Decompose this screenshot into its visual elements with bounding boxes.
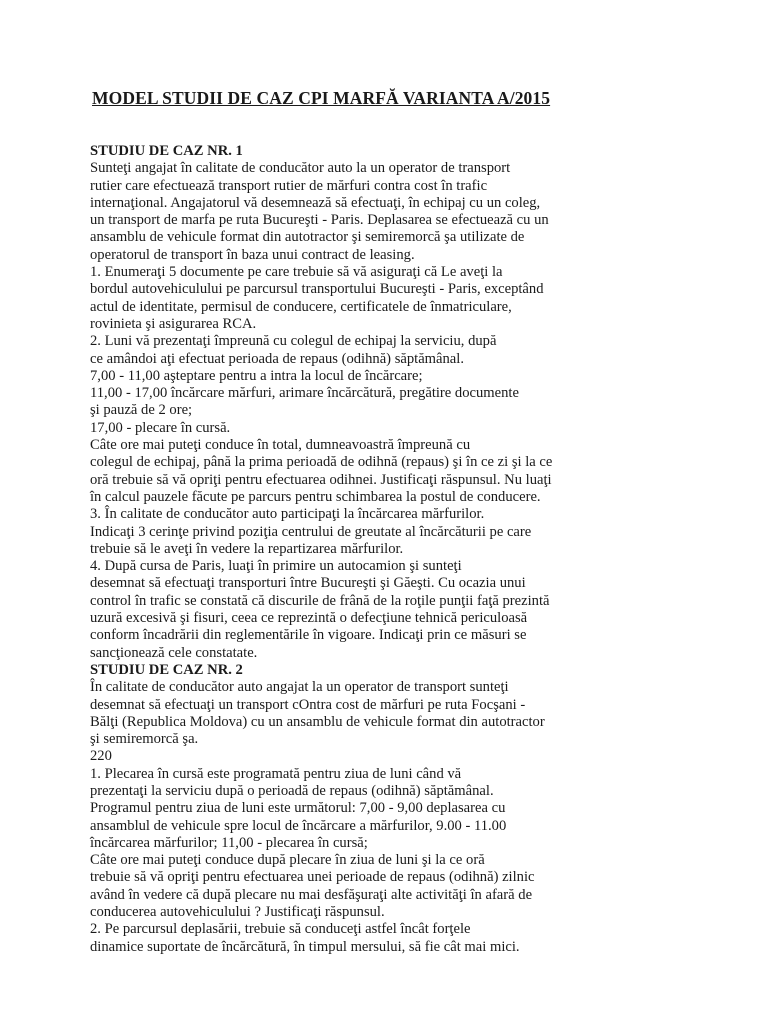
text-line: rutier care efectuează transport rutier de mărfuri contra cost în trafic [90,177,488,194]
text-line: Programul pentru ziua de luni este următorul: 7,00 - 9,00 deplasarea cu [90,800,506,817]
text-line: oră trebuie să vă opriţi pentru efectuarea odihnei. Justificaţi răspunsul. Nu luaţi [90,471,552,488]
text-line: 4. După cursa de Paris, luaţi în primire un autocamion şi sunteţi [90,558,462,575]
document-title: MODEL STUDII DE CAZ CPI MARFĂ VARIANTA A/2015 [92,88,551,108]
text-line: operatorul de transport în baza unui contract de leasing. [90,246,415,263]
text-line: ansamblu de vehicule format din autotractor şi semiremorcă şa utilizate de [90,229,525,246]
text-line: un transport de marfa pe ruta Bucureşti - Paris. Deplasarea se efectuează cu un [90,212,549,229]
text-line: sancţionează cele constatate. [90,644,258,661]
text-line: rovinieta şi asigurarea RCA. [90,315,257,332]
text-line: 220 [90,748,112,765]
text-line: Câte ore mai puteţi conduce în total, dumneavoastră împreună cu [90,437,471,454]
text-line: Indicaţi 3 cerinţe privind poziţia centrului de greutate al încărcăturii pe care [90,523,532,540]
text-line: Sunteţi angajat în calitate de conducător auto la un operator de transport [90,160,511,177]
text-line: în calcul pauzele făcute pe parcurs pentru schimbarea la postul de conducere. [90,488,541,505]
text-line: actul de identitate, permisul de conducere, certificatele de înmatriculare, [90,298,512,315]
text-line: trebuie să vă opriţi pentru efectuarea unei perioade de repaus (odihnă) zilnic [90,869,535,886]
text-line: internaţional. Angajatorul vă desemnează să efectuaţi, în echipaj cu un coleg, [90,194,541,211]
text-line: 7,00 - 11,00 aşteptare pentru a intra la locul de încărcare; [90,367,423,384]
text-line: control în trafic se constată că discurile de frână de la roţile punţii faţă prezintă [90,592,550,609]
section-heading: STUDIU DE CAZ NR. 1 [90,143,243,159]
text-line: Bălţi (Republica Moldova) cu un ansamblu de vehicule format din autotractor [90,713,545,730]
text-line: ansamblul de vehicule spre locul de încărcare a mărfurilor, 9.00 - 11.00 [90,817,507,834]
text-line: colegul de echipaj, până la prima perioadă de odihnă (repaus) şi în ce zi şi la ce [90,454,553,471]
text-line: dinamice suportate de încărcătură, în timpul mersului, să fie cât mai mici. [90,938,520,955]
text-line: 3. În calitate de conducător auto participaţi la încărcarea mărfurilor. [90,506,485,523]
text-line: având în vedere că după plecare nu mai desfăşuraţi alte activităţi în afară de [90,886,533,903]
text-line: 17,00 - plecare în cursă. [90,419,231,436]
text-line: 1. Plecarea în cursă este programată pentru ziua de luni când vă [90,765,462,782]
text-line: bordul autovehiculului pe parcursul transportului Bucureşti - Paris, exceptând [90,281,544,298]
text-line: conducerea autovehiculului ? Justificaţi răspunsul. [90,904,385,921]
text-line: desemnat să efectuaţi transporturi între Bucureşti şi Găeşti. Cu ocazia unui [90,575,526,592]
text-line: conform încadrării din reglementările în vigoare. Indicaţi prin ce măsuri se [90,627,527,644]
text-line: 1. Enumeraţi 5 documente pe care trebuie să vă asiguraţi că Le aveţi la [90,264,503,281]
text-line: încărcarea mărfurilor; 11,00 - plecarea în cursă; [90,834,368,851]
text-line: uzură excesivă şi fisuri, ceea ce reprezintă o defecţiune tehnică periculoasă [90,610,528,627]
text-line: 2. Pe parcursul deplasării, trebuie să conduceţi astfel încât forţele [90,921,471,938]
text-line: şi pauză de 2 ore; [90,402,193,419]
text-line: Câte ore mai puteţi conduce după plecare în ziua de luni şi la ce oră [90,852,485,869]
text-line: desemnat să efectuaţi un transport cOntra cost de mărfuri pe ruta Focşani - [90,696,526,713]
text-line: 11,00 - 17,00 încărcare mărfuri, arimare încărcătură, pregătire documente [90,385,519,402]
text-line: 2. Luni vă prezentaţi împreună cu colegul de echipaj la serviciu, după [90,333,497,350]
document-body [90,143,690,956]
text-line: trebuie să le aveţi în vedere la repartizarea mărfurilor. [90,540,404,557]
text-line: prezentaţi la serviciu după o perioadă de repaus (odihnă) săptămânal. [90,782,494,799]
text-line: În calitate de conducător auto angajat la un operator de transport sunteţi [90,679,509,696]
text-line: şi semiremorcă şa. [90,731,199,748]
text-line: ce amândoi aţi efectuat perioada de repaus (odihnă) săptămânal. [90,350,464,367]
section-heading: STUDIU DE CAZ NR. 2 [90,661,243,678]
